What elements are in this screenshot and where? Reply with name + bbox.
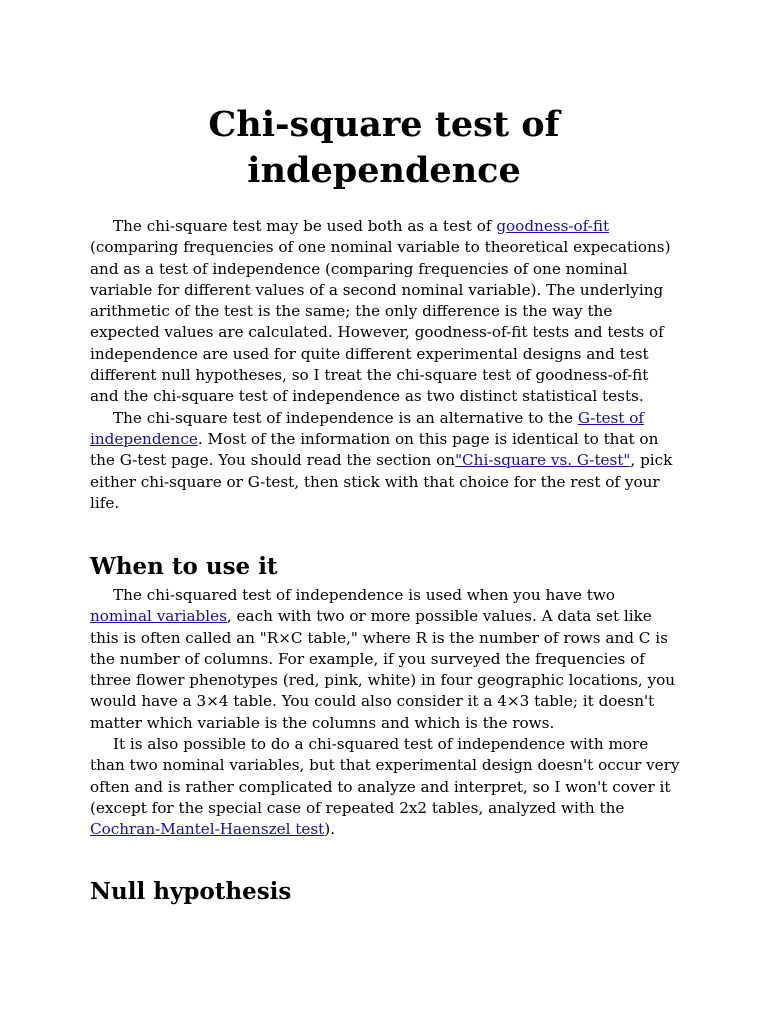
cochran-mantel-haenszel-test-link[interactable]: Cochran-Mantel-Haenszel test — [90, 820, 325, 839]
when-p2-text-2: ). — [324, 820, 336, 839]
intro-p2-text-2: . Most of the information on this page is identical to that on the G-test page. You should read the section on — [90, 429, 659, 470]
null-hypothesis-heading: Null hypothesis — [90, 878, 292, 905]
g-test-of-independence-link[interactable]: G-test of independence — [90, 408, 645, 448]
when-p1-text-2: , each with two or more possible values. A data set like this is often called an "R×C table," where R is the number of rows and C is the number of columns. For example, if you surveyed the frequencies of three flower phenotypes (red, pink, white) in four geographic locations, you would have a 3×4 table. You could also consider it a 4×3 table; it doesn't matter which variable is the columns and which is the rows. — [90, 607, 676, 732]
goodness-of-fit-link[interactable]: goodness-of-fit — [496, 217, 610, 235]
intro-paragraph-1 — [90, 216, 680, 408]
nominal-variables-link[interactable]: nominal variables — [90, 607, 227, 626]
when-to-use-heading: When to use it — [90, 553, 278, 580]
when-p1-text-1: The chi-squared test of independence is used when you have two — [113, 586, 615, 604]
intro-paragraph-2 — [90, 408, 680, 514]
when-to-use-section — [90, 585, 680, 841]
intro-p1-text-1: The chi-square test may be used both as a test of — [113, 217, 497, 235]
when-paragraph-2 — [90, 734, 680, 840]
when-paragraph-1 — [90, 585, 680, 734]
intro-p2-text-1: The chi-square test of independence is an alternative to the — [113, 408, 578, 427]
chi-square-vs-g-test-link[interactable]: "Chi-square vs. G-test" — [455, 451, 631, 470]
intro-p1-text-2: (comparing frequencies of one nominal variable to theoretical expecations) and as a test of independence (comparing frequencies of one nominal variable for different values of a second nominal variable). The underlying arithmetic of the test is the same; the only difference is the way the expected values are calculated. However, goodness-of-fit tests and tests of independence are used for quite different experimental designs and test different null hypotheses, so I treat the chi-square test of goodness-of-fit and the chi-square test of independence as two distinct statistical tests. — [90, 238, 671, 406]
page-title: Chi-square test of independence — [208, 104, 560, 191]
when-p2-text-1: It is also possible to do a chi-squared test of independence with more than two nominal variables, but that experimental design doesn't occur very often and is rather complicated to analyze and interpret, so I won't cover it (except for the special case of repeated 2x2 tables, analyzed with the — [90, 735, 680, 817]
intro-section — [90, 216, 680, 514]
intro-p2-text-3: , pick either chi-square or G-test, then stick with that choice for the rest of your life. — [90, 451, 673, 512]
